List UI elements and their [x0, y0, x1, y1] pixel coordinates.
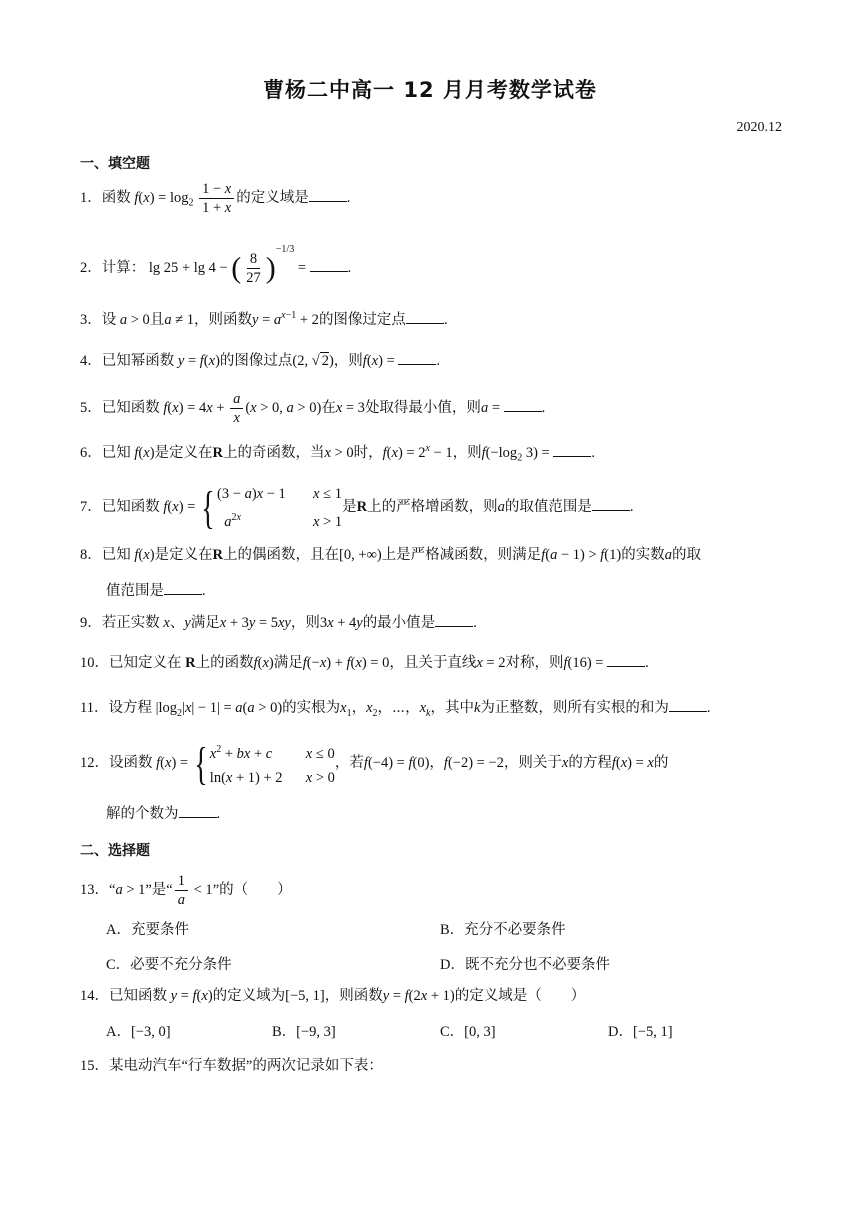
question-13: 13．“a > 1”是“ $\frac{1}{a}$ < 1”的（ ）: [80, 873, 292, 908]
question-3: 3．设 a > 0且a ≠ 1，则函数$y = a^{x-1} + 2$的图像过定点 .: [80, 310, 448, 328]
answer-blank[interactable]: [164, 580, 202, 595]
answer-blank[interactable]: [592, 496, 630, 511]
answer-blank[interactable]: [553, 442, 591, 457]
answer-blank[interactable]: [309, 187, 347, 202]
q14-option-c[interactable]: C．[0, 3]: [440, 1024, 496, 1040]
question-4: 4．已知幂函数 y = f(x)的图像过点(2, √ 2)，则f(x) = .: [80, 350, 782, 372]
q14-option-a[interactable]: A．[−3, 0]: [106, 1024, 171, 1040]
answer-blank[interactable]: [179, 803, 217, 818]
question-12: 12．设函数 f(x) = { $x^2$ + bx + c x ≤ 0 ln(x + 1) + 2 x > 0 ，若f(−4) = f(0)，f(−2) = −2，则关于x的方程f(x) = x的: [80, 737, 669, 789]
q14-option-b[interactable]: B．[−9, 3]: [272, 1024, 336, 1040]
question-1: 1．函数 $f(x) = \log_2$ $\frac{1 - x}{1 + x}$ 的定义域是 .: [80, 181, 351, 216]
exam-date: 2020.12: [736, 120, 782, 135]
q13-option-a[interactable]: A．充要条件: [106, 922, 189, 938]
question-11: 11．设方程 $|\log_2|x| - 1| = a(a > 0)$的实根为$x_1$，$x_2$，⋯，$x_k$，其中k为正整数，则所有实根的和为 .: [80, 697, 782, 725]
answer-blank[interactable]: [607, 652, 645, 667]
answer-blank[interactable]: [406, 309, 444, 324]
question-9: 9．若正实数 x、y满足x + 3y = 5xy，则3x + 4y的最小值是 .: [80, 612, 782, 634]
question-15: 15．某电动汽车“行车数据”的两次记录如下表：: [80, 1058, 383, 1074]
section-fill-in: 一、填空题: [80, 156, 150, 172]
section-multiple-choice: 二、选择题: [80, 843, 150, 859]
exam-title: 曹杨二中高一 12 月月考数学试卷: [263, 78, 597, 102]
answer-blank[interactable]: [669, 697, 707, 712]
question-8: 8．已知 f(x)是定义在R上的偶函数，且在[0, +∞)上是严格减函数，则满足f(a − 1) > f(1)的实数a的取: [80, 547, 701, 563]
answer-blank[interactable]: [398, 350, 436, 365]
answer-blank[interactable]: [435, 612, 473, 627]
q13-option-b[interactable]: B．充分不必要条件: [440, 922, 566, 938]
question-2: 2．计算： lg 25 + lg 4 − ( $\frac{8}{27}$ )$^{-1/3}$ = .: [80, 244, 352, 286]
q13-option-c[interactable]: C．必要不充分条件: [106, 957, 232, 973]
question-5: 5．已知函数 f(x) = 4x + $\frac{a}{x}$ (x > 0, a > 0)在x = 3处取得最小值，则a = .: [80, 391, 546, 426]
question-6: 6．已知 f(x)是定义在R上的奇函数，当x > 0时，$f(x) = 2^x - 1$，则$f(-\log_2$ 3) = .: [80, 443, 595, 464]
question-8-continued: 值范围是 .: [106, 580, 206, 602]
answer-blank[interactable]: [310, 257, 348, 272]
question-10: 10．已知定义在 R上的函数f(x)满足f(−x) + f(x) = 0，且关于直线x = 2对称，则f(16) = .: [80, 652, 782, 674]
question-7: 7．已知函数 f(x) = { (3 − a)x − 1 x ≤ 1 $a^{2x}$ x > 1 是R上的严格增函数，则a的取值范围是 .: [80, 481, 634, 533]
question-12-continued: 解的个数为 .: [106, 803, 220, 825]
answer-blank[interactable]: [504, 397, 542, 412]
q13-option-d[interactable]: D．既不充分也不必要条件: [440, 957, 610, 973]
question-14: 14．已知函数 y = f(x)的定义域为[−5, 1]，则函数y = f(2x + 1)的定义域是（ ）: [80, 988, 586, 1004]
q14-option-d[interactable]: D．[−5, 1]: [608, 1024, 673, 1040]
